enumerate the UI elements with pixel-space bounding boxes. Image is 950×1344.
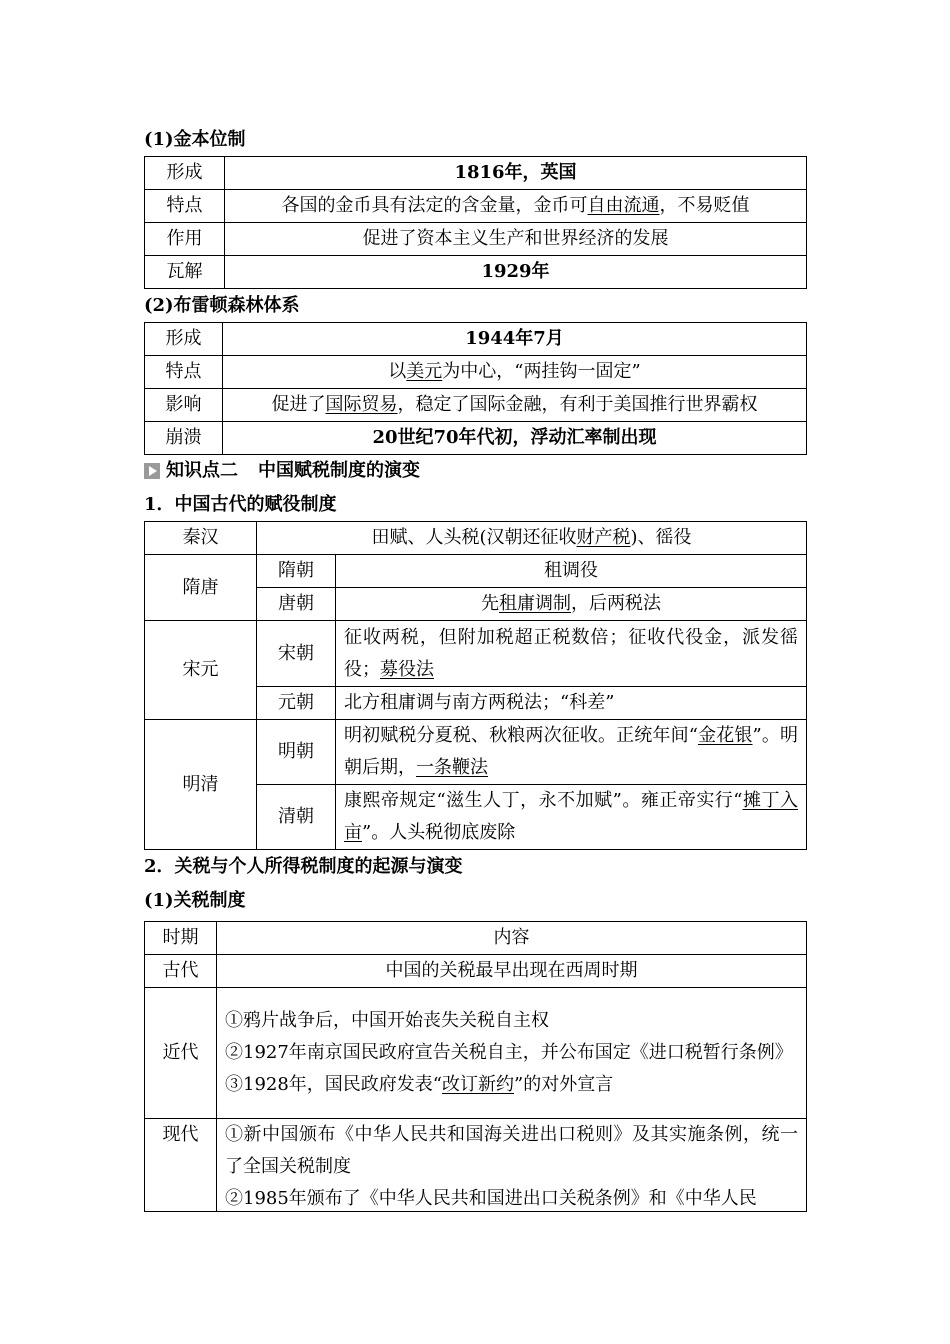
sub-dynasty-label: 宋朝 <box>257 621 336 687</box>
content-line: ②1927年南京国民政府宣告关税自主，并公布国定《进口税暂行条例》 <box>225 1042 793 1063</box>
dynasty-label: 隋唐 <box>145 555 257 621</box>
period-content <box>217 1119 807 1212</box>
ancient-tax-table <box>144 521 807 850</box>
sub-dynasty-label: 隋朝 <box>257 555 336 588</box>
row-label: 影响 <box>145 389 223 422</box>
row-label: 作用 <box>145 223 225 256</box>
underlined-term: 改订新约 <box>442 1074 515 1095</box>
dynasty-content: 征收两税，但附加税超正税数倍；征收代役金，派发徭役；募役法 <box>336 621 807 687</box>
sub-dynasty-label: 元朝 <box>257 687 336 720</box>
row-label: 特点 <box>145 356 223 389</box>
period-content <box>217 988 807 1119</box>
underlined-term: 金花银 <box>697 725 753 746</box>
row-label: 瓦解 <box>145 256 225 289</box>
content-line: ③1928年，国民政府发表“改订新约”的对外宣言 <box>225 1074 614 1095</box>
knowledge-point-subtitle: 中国赋税制度的演变 <box>258 460 420 481</box>
section-title-gold-standard: (1)金本位制 <box>144 129 246 150</box>
sub-dynasty-label: 明朝 <box>257 720 336 785</box>
row-value: 1944年7月 <box>223 323 807 356</box>
period-label: 古代 <box>145 955 217 988</box>
row-label: 特点 <box>145 190 225 223</box>
header-period: 时期 <box>145 922 217 955</box>
underlined-term: 租庸调制 <box>499 593 571 614</box>
gold-standard-table <box>144 156 807 289</box>
dynasty-label: 秦汉 <box>145 522 257 555</box>
bretton-woods-table <box>144 322 807 455</box>
row-value: 促进了资本主义生产和世界经济的发展 <box>225 223 807 256</box>
content-line: ①新中国颁布《中华人民共和国海关进出口税则》及其实施条例，统一了全国关税制度 <box>225 1124 798 1177</box>
underlined-term: 国际贸易 <box>325 394 398 415</box>
period-content: 中国的关税最早出现在西周时期 <box>217 955 807 988</box>
row-label: 形成 <box>145 323 223 356</box>
dynasty-content: 租调役 <box>336 555 807 588</box>
row-value: 20世纪70年代初，浮动汇率制出现 <box>223 422 807 455</box>
row-value: 以美元为中心，“两挂钩一固定” <box>223 356 807 389</box>
row-value: 1816年，英国 <box>225 157 807 190</box>
row-value: 促进了国际贸易，稳定了国际金融，有利于美国推行世界霸权 <box>223 389 807 422</box>
dynasty-content: 明初赋税分夏税、秋粮两次征收。正统年间“金花银”。明朝后期，一条鞭法 <box>336 720 807 785</box>
section-title-bretton-woods: (2)布雷顿森林体系 <box>144 295 300 316</box>
row-value: 各国的金币具有法定的含金量，金币可自由流通，不易贬值 <box>225 190 807 223</box>
content-line: ①鸦片战争后，中国开始丧失关税自主权 <box>225 1010 549 1031</box>
dynasty-content: 北方租庸调与南方两税法；“科差” <box>336 687 807 720</box>
underlined-term: 美元 <box>406 361 443 382</box>
dynasty-label: 明清 <box>145 720 257 850</box>
content-line: ②1985年颁布了《中华人民共和国进出口关税条例》和《中华人民 <box>225 1188 757 1209</box>
period-label: 近代 <box>145 988 217 1119</box>
section-title-ancient-taxes: 1．中国古代的赋役制度 <box>144 494 337 515</box>
dynasty-label: 宋元 <box>145 621 257 720</box>
knowledge-point-label: 知识点二 <box>166 460 238 481</box>
underlined-term: 募役法 <box>380 658 434 680</box>
row-label: 崩溃 <box>145 422 223 455</box>
row-label: 形成 <box>145 157 225 190</box>
underlined-term: 一条鞭法 <box>416 757 488 778</box>
underlined-term: 自由流通 <box>587 195 660 216</box>
section-title-tariff: (1)关税制度 <box>144 890 246 911</box>
underlined-term: 财产税 <box>576 527 631 548</box>
knowledge-point-heading <box>144 455 807 487</box>
period-label: 现代 <box>145 1119 217 1212</box>
dynasty-content: 康熙帝规定“滋生人丁，永不加赋”。雍正帝实行“摊丁入亩”。人头税彻底废除 <box>336 785 807 850</box>
dynasty-content: 先租庸调制，后两税法 <box>336 588 807 621</box>
sub-dynasty-label: 唐朝 <box>257 588 336 621</box>
row-value: 1929年 <box>225 256 807 289</box>
sub-dynasty-label: 清朝 <box>257 785 336 850</box>
dynasty-content: 田赋、人头税(汉朝还征收财产税)、徭役 <box>257 522 807 555</box>
play-triangle-icon <box>144 463 160 479</box>
header-content: 内容 <box>217 922 807 955</box>
underlined-term: 摊丁入亩 <box>344 790 799 843</box>
page-content <box>144 124 807 1212</box>
section-title-tariff-income-tax: 2．关税与个人所得税制度的起源与演变 <box>144 856 463 877</box>
tariff-table <box>144 921 807 1212</box>
